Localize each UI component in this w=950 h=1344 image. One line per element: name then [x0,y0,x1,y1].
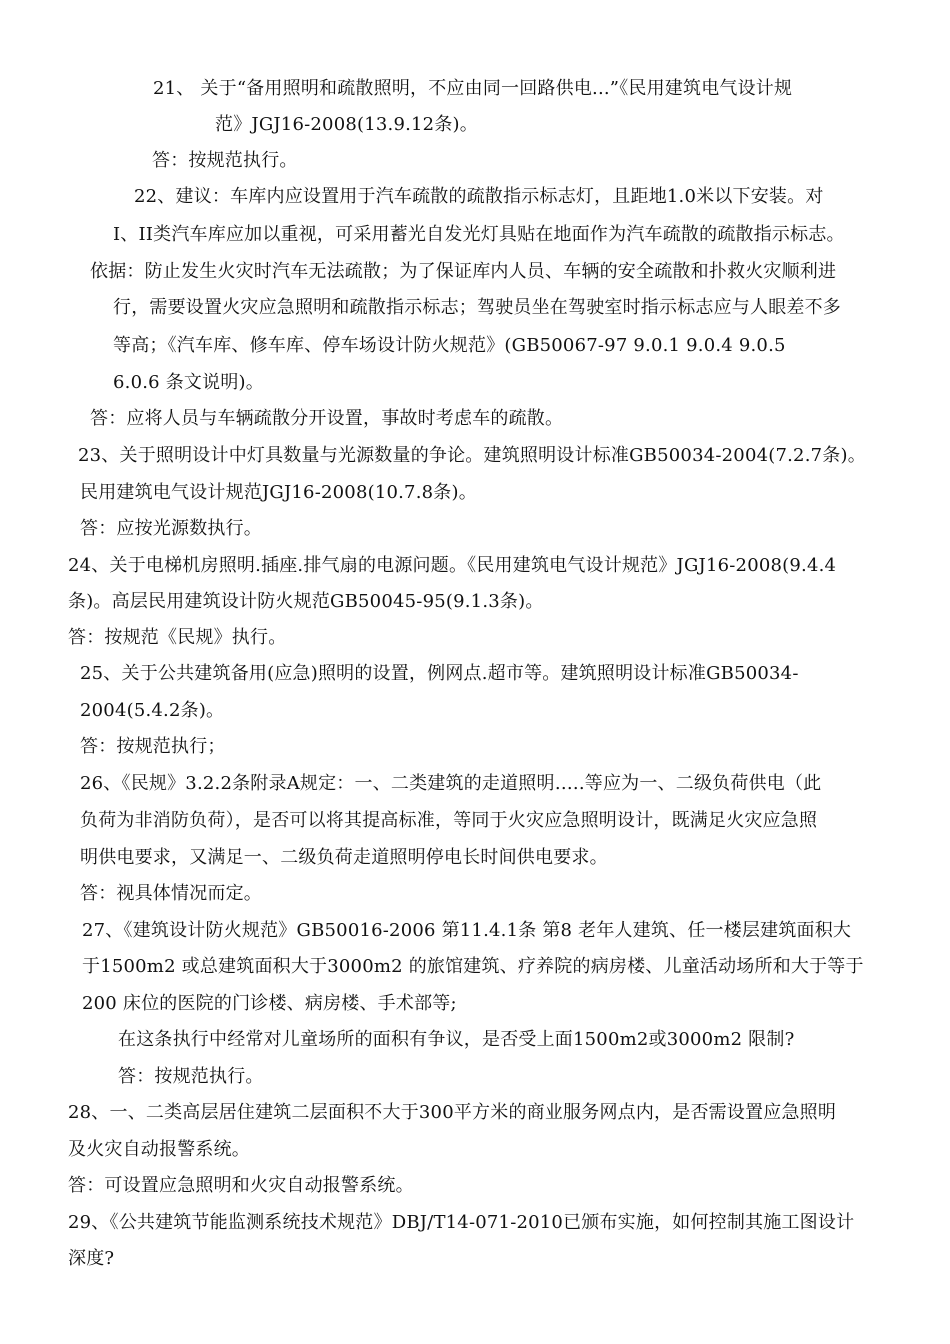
text-line: 范》JGJ16-2008(13.9.12条)。 [215,114,478,135]
text-line: 答：按规范执行。 [152,150,298,171]
text-line: 29、《公共建筑节能监测系统技术规范》DBJ/T14-071-2010已颁布实施，如何控制其施工图设计 [68,1212,855,1233]
text-line: 2004(5.4.2条)。 [80,700,225,721]
text-line: 明供电要求，又满足一、二级负荷走道照明停电长时间供电要求。 [80,847,608,868]
text-line: 在这条执行中经常对儿童场所的面积有争议，是否受上面1500m2或3000m2 限制? [118,1029,795,1050]
text-line: 27、《建筑设计防火规范》GB50016-2006 第11.4.1条 第8 老年人建筑、任一楼层建筑面积大 [82,920,852,941]
text-line: 6.0.6 条文说明)。 [113,372,264,393]
text-line: 答：应将人员与车辆疏散分开设置，事故时考虑车的疏散。 [90,408,564,429]
text-line: 25、关于公共建筑备用(应急)照明的设置，例网点.超市等。建筑照明设计标准GB50034- [80,663,799,684]
text-line: 及火灾自动报警系统。 [68,1139,250,1160]
text-line: 答：按规范执行。 [118,1066,264,1087]
text-line: 答：应按光源数执行。 [80,518,262,539]
text-line: 答：可设置应急照明和火灾自动报警系统。 [68,1175,414,1196]
text-line: 答：视具体情况而定。 [80,883,262,904]
text-line: 民用建筑电气设计规范JGJ16-2008(10.7.8条)。 [80,482,477,503]
text-line: 23、关于照明设计中灯具数量与光源数量的争论。建筑照明设计标准GB50034-2004(7.2.7条)。 [78,445,866,466]
text-line: 200 床位的医院的门诊楼、病房楼、手术部等; [82,993,457,1014]
text-line: 26、《民规》3.2.2条附录A规定：一、二类建筑的走道照明…..等应为一、二级负荷供电（此 [80,773,822,794]
text-line: 22、建议：车库内应设置用于汽车疏散的疏散指示标志灯，且距地1.0米以下安装。对 [134,186,824,207]
text-line: 于1500m2 或总建筑面积大于3000m2 的旅馆建筑、疗养院的病房楼、儿童活动场所和大于等于 [82,956,864,977]
text-line: 24、关于电梯机房照明.插座.排气扇的电源问题。《民用建筑电气设计规范》JGJ16-2008(9.4.4 [68,555,837,576]
text-line: 答：按规范《民规》执行。 [68,627,287,648]
text-line: 行，需要设置火灾应急照明和疏散指示标志；驾驶员坐在驾驶室时指示标志应与人眼差不多 [113,297,841,318]
text-line: 等高；《汽车库、修车库、停车场设计防火规范》(GB50067-97 9.0.1 9.0.4 9.0.5 [113,335,786,356]
text-line: 负荷为非消防负荷），是否可以将其提高标准，等同于火灾应急照明设计，既满足火灾应急照 [80,810,818,831]
text-line: 答：按规范执行； [80,736,226,757]
text-line: 条)。高层民用建筑设计防火规范GB50045-95(9.1.3条)。 [68,591,544,612]
text-line: 深度? [68,1248,115,1269]
text-line: I、II类汽车库应加以重视，可采用蓄光自发光灯具贴在地面作为汽车疏散的疏散指示标志。 [113,224,845,245]
text-line: 28、一、二类高层居住建筑二层面积不大于300平方米的商业服务网点内，是否需设置应急照明 [68,1102,837,1123]
text-line: 依据：防止发生火灾时汽车无法疏散；为了保证库内人员、车辆的安全疏散和扑救火灾顺利进 [90,261,837,282]
text-line: 21、 关于“备用照明和疏散照明，不应由同一回路供电...”《民用建筑电气设计规 [153,78,793,99]
